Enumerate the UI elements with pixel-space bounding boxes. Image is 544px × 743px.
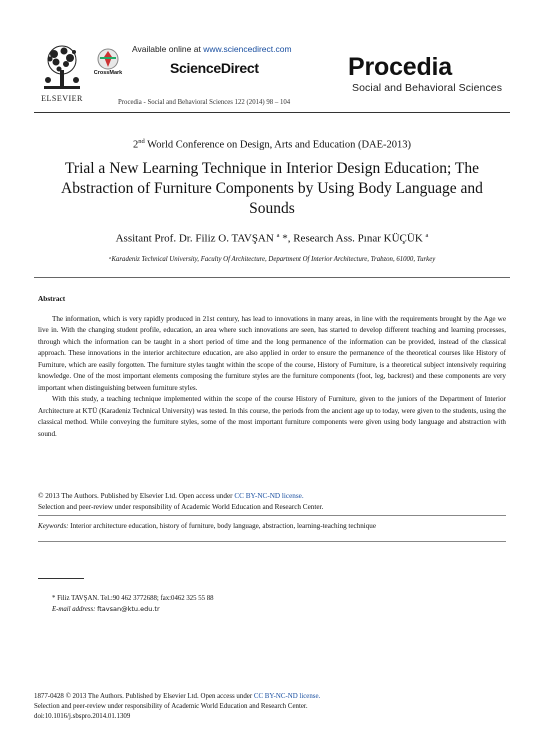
author-1-affil: a <box>276 232 280 239</box>
license-link[interactable]: CC BY-NC-ND license. <box>234 492 304 500</box>
doi[interactable]: doi:10.1016/j.sbspro.2014.01.1309 <box>34 713 131 720</box>
available-online <box>132 44 292 54</box>
keywords-top-divider <box>38 515 506 516</box>
keywords-bottom-divider <box>38 541 506 542</box>
corresponding-author: * Filiz TAVŞAN. Tel.:90 462 3772688; fax:0462 325 55 88 <box>52 595 214 602</box>
paper-title: Trial a New Learning Technique in Interior Design Education; The Abstraction of Furniture Components by Using Body Language and Sounds <box>61 160 483 217</box>
procedia-subtitle: Social and Behavioral Sciences <box>352 82 503 94</box>
email-line <box>52 604 214 615</box>
crossmark-badge[interactable] <box>95 48 121 80</box>
keywords-text: Interior architecture education, history of furniture, body language, abstraction, learning-teaching technique <box>70 522 376 530</box>
email-label: E-mail address: <box>52 606 96 613</box>
header-divider <box>34 112 510 113</box>
abstract-paragraph: The information, which is very rapidly produced in 21st century, has lead to innovations in many areas, in line with the requirements brought by the Age we live in. With the changing student profile, education, an area where such innovations are seen, has started to develop different teaching and learning processes, through which the information can be taught in a short period of time and the long permanence of the information can be provided, instead of the classical approach. These innovations in the interior architecture education, are also applied in order to ensure the permanence of the theoretical courses like History of Furniture, which are easily forgotten. The furniture styles taught within the scope of the course, History of Furniture, is a theoretical subject intensively requiring knowledge. One of the most important elements composing the furniture styles are the furniture components (foot, leg, backrest) and these components are very important when distinguishing between furniture styles. <box>38 315 506 392</box>
peer-review-line: Selection and peer-review under responsibility of Academic World Education and Research Center. <box>38 503 324 511</box>
abstract-body <box>38 314 506 440</box>
title-divider <box>34 277 510 278</box>
footnote <box>52 593 214 615</box>
conference-ordinal-suffix: nd <box>138 138 145 145</box>
copyright-line <box>38 491 506 502</box>
crossmark-icon <box>95 48 121 70</box>
bottom-peer-review: Selection and peer-review under responsibility of Academic World Education and Research Center. <box>34 703 308 710</box>
abstract-paragraph: With this study, a teaching technique implemented within the scope of the course History of Furniture, given to the juniors of the Department of Interior Architecture at KTÜ (Karadeniz Technical University) was tested. In this course, the periods from the ancient age up to today, were given to the students, using the classical method. While conveying the furniture styles, some of the most important furniture components were given using body language and abstraction with sound. <box>38 395 506 438</box>
sciencedirect-brand: ScienceDirect <box>170 60 259 76</box>
elsevier-tree-icon <box>34 42 90 94</box>
bottom-copyright <box>34 692 514 722</box>
author-2-affil: a <box>425 232 429 239</box>
keywords-line <box>38 522 506 530</box>
conference-line <box>0 138 544 151</box>
keywords-label: Keywords: <box>38 522 69 530</box>
bottom-license-link[interactable]: CC BY-NC-ND license. <box>253 693 321 700</box>
author-1: Assitant Prof. Dr. Filiz O. TAVŞAN <box>115 232 274 245</box>
affiliation: ᵃKaradeniz Technical University, Faculty Of Architecture, Department Of Interior Architecture, Trabzon, 61000, Turkey <box>108 256 436 263</box>
conference-ordinal: 2 <box>132 139 139 151</box>
elsevier-wordmark: ELSEVIER <box>41 94 83 103</box>
abstract-heading: Abstract <box>38 294 66 303</box>
bottom-open-access: Open access under <box>200 693 253 700</box>
issn-text: 1877-0428 © 2013 The Authors. Published by Elsevier Ltd. <box>34 693 199 700</box>
sciencedirect-link[interactable]: www.sciencedirect.com <box>203 44 292 54</box>
copyright-text: © 2013 The Authors. Published by Elsevier Ltd. <box>38 492 177 500</box>
email-address[interactable]: ftavsan@ktu.edu.tr <box>97 605 160 613</box>
open-access-text: Open access under <box>178 492 233 500</box>
available-prefix: Available online at <box>132 44 201 54</box>
conference-name: World Conference on Design, Arts and Education (DAE-2013) <box>147 139 412 151</box>
author-2: *, Research Ass. Pınar KÜÇÜK <box>282 232 423 245</box>
procedia-logo: Procedia <box>348 53 453 81</box>
copyright-block <box>38 491 506 513</box>
author-line <box>0 232 544 245</box>
journal-citation: Procedia - Social and Behavioral Sciences 122 (2014) 98 – 104 <box>118 99 291 106</box>
footnote-rule <box>38 578 84 579</box>
crossmark-label: CrossMark <box>93 70 123 76</box>
issn-line <box>34 692 514 702</box>
elsevier-logo <box>34 42 90 106</box>
